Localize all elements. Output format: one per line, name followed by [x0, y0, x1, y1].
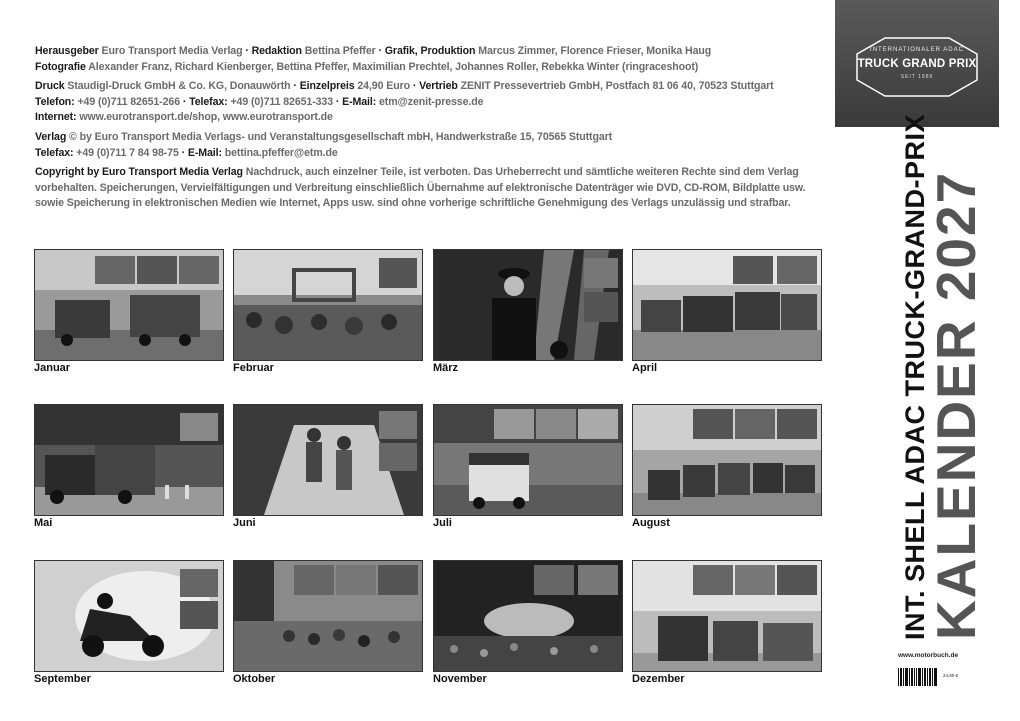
logo-main-text: TRUCK GRAND PRIX	[857, 58, 977, 70]
month-label: Januar	[34, 362, 71, 374]
imprint-line-verlag-contact: Telefax: +49 (0)711 7 84 98-75 · E-Mail: bettina.pfeffer@etm.de	[35, 146, 338, 159]
month-label: September	[34, 673, 91, 685]
month-label: Juni	[233, 517, 256, 529]
month-photo	[632, 560, 822, 672]
month-label: November	[433, 673, 487, 685]
month-label: Juli	[433, 517, 452, 529]
month-photo	[233, 560, 423, 672]
barcode-icon	[898, 668, 938, 688]
truck-grand-prix-logo	[835, 0, 999, 127]
month-label: März	[433, 362, 459, 374]
publisher-website: www.motorbuch.de	[898, 652, 959, 659]
month-label: Februar	[233, 362, 274, 374]
month-photo	[34, 404, 224, 516]
imprint-line-internet: Internet: www.eurotransport.de/shop, www.eurotransport.de	[35, 111, 333, 124]
month-label: Oktober	[233, 673, 276, 685]
month-photo	[433, 404, 623, 516]
imprint-block	[35, 44, 825, 212]
imprint-line-photography: Fotografie Alexander Franz, Richard Kienberger, Bettina Pfeffer, Maximilian Prechtel, Johannes Roller, Rebekka Winter (ringraceshoot)	[35, 60, 699, 73]
month-photo	[233, 404, 423, 516]
month-photo	[34, 249, 224, 361]
imprint-line-print: Druck Staudigl-Druck GmbH & Co. KG, Donauwörth · Einzelpreis 24,90 Euro · Vertrieb ZENIT Pressevertrieb GmbH, Postfach 81 06 40, 70523 Stuttgart	[35, 80, 774, 93]
imprint-copyright: Copyright by Euro Transport Media Verlag Nachdruck, auch einzelner Teile, ist verboten. Das Urheberrecht und sämtliche weiteren Rechte sind dem Verlag vorbehalten. Speicherungen, Vervielfältigungen und Verbreitung einschließlich Übernahme auf elektronische Datenträger wie DVD, CD-ROM, Bildplatte usw. sowie Speicherung in elektronischen Medien wie Internet, Apps usw. sind ohne vorherige schriftliche Genehmigung des Verlags unzulässig und strafbar.	[35, 166, 806, 210]
vertical-title-line1: INT. SHELL ADAC TRUCK-GRAND-PRIX	[900, 114, 930, 640]
logo-sub-text: SEIT 1986	[900, 74, 934, 80]
month-label: April	[632, 362, 658, 374]
month-photo	[433, 249, 623, 361]
price-label: 24,90 €	[943, 673, 959, 678]
month-photo	[34, 560, 224, 672]
logo-small-text: INTERNATIONALER ADAC	[870, 47, 964, 53]
month-photo	[632, 404, 822, 516]
month-photo	[233, 249, 423, 361]
imprint-line-contact: Telefon: +49 (0)711 82651-266 · Telefax: +49 (0)711 82651-333 · E-Mail: etm@zenit-presse.de	[35, 95, 484, 108]
month-label: August	[632, 517, 670, 529]
month-photo	[433, 560, 623, 672]
vertical-title	[900, 114, 987, 640]
month-label: Dezember	[632, 673, 685, 685]
imprint-line-verlag: Verlag © by Euro Transport Media Verlags- und Veranstaltungsgesellschaft mbH, Handwerkstraße 15, 70565 Stuttgart	[35, 130, 613, 143]
month-label: Mai	[34, 517, 53, 529]
month-photo	[632, 249, 822, 361]
vertical-title-line2: KALENDER 2027	[925, 170, 987, 640]
imprint-line-publisher: Herausgeber Euro Transport Media Verlag · Redaktion Bettina Pfeffer · Grafik, Produktion Marcus Zimmer, Florence Frieser, Monika Haug	[35, 45, 712, 57]
